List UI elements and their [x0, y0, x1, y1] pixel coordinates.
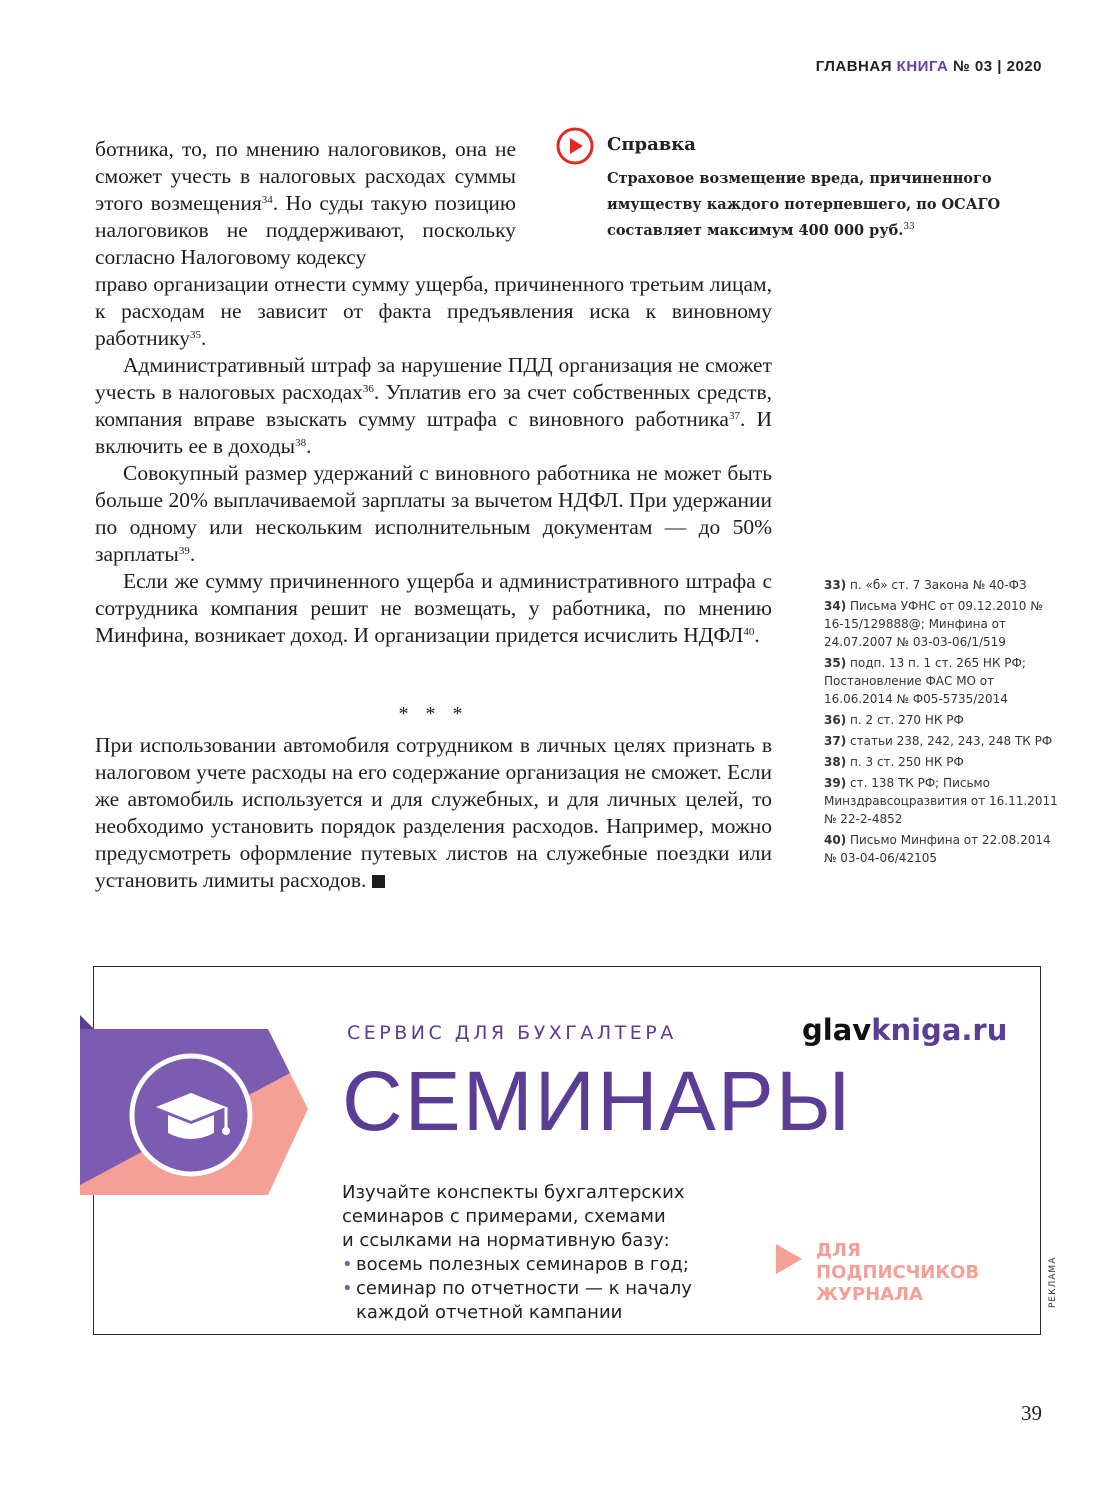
article-main-column: право организации отнести сумму ущерба, причиненного третьим лицам, к расходам не зависит от факта предъявления иска к виновному работнику$^{35}$. Административный штраф за нарушение ПДД организация не сможет учесть в налоговых расходах$^{36}$. Уплатив его за счет собственных средств, компания вправе взыскать сумму штрафа с виновного работника$^{37}$. И включить ее в доходы$^{38}$. Совокупный размер удержаний с виновного работника не может быть больше 20% выплачиваемой зарплаты за вычетом НДФЛ. При удержании по одному или нескольким исполнительным документам — до 50% зарплаты$^{39}$. Если же сумму причиненного ущерба и административного штрафа с сотрудника компания решит не возмещать, у работника, по мнению Минфина, возникает доход. И организации придется исчислить НДФЛ$^{40}$. — [95, 272, 773, 647]
section-separator: * * * — [398, 703, 469, 725]
ad-desc-line: Изучайте конспекты бухгалтерских — [342, 1182, 685, 1203]
article-final-paragraph — [95, 732, 772, 894]
graduation-cap-logo-icon — [80, 1015, 322, 1209]
note-text — [607, 166, 1027, 244]
ad-site-link[interactable] — [802, 1013, 1007, 1047]
article-text: право организации отнести сумму ущерба, причиненного третьим лицам, к расходам не зависит от факта предъявления иска к виновному работнику — [95, 272, 772, 350]
footnote-text: Письмо Минфина от 22.08.2014 № 03-04-06/42105 — [824, 833, 1051, 865]
article-text: ботника, то, по мнению налоговиков, она не сможет учесть в налоговых расходах суммы этого возмещения — [95, 137, 516, 215]
footnote-item — [824, 732, 1064, 750]
footnote-number: 36) — [824, 713, 847, 727]
article-text: Если же сумму причиненного ущерба и административного штрафа с сотрудника компания решит не возмещать, у работника, по мнению Минфина, возникает доход. И организации придется исчислить НДФЛ — [95, 569, 772, 647]
footnote-text: подп. 13 п. 1 ст. 265 НК РФ; Постановление ФАС МО от 16.06.2014 № Ф05-5735/2014 — [824, 656, 1026, 706]
play-circle-icon — [555, 126, 595, 166]
ad-title: СЕМИНАРЫ — [342, 1054, 853, 1148]
footnote-number: 39) — [824, 776, 847, 790]
note-title: Справка — [607, 134, 696, 155]
footnote-ref: 34 — [261, 194, 273, 206]
article-text: Совокупный размер удержаний с виновного работника не может быть больше 20% выплачиваемой зарплаты за вычетом НДФЛ. При удержании по одному или нескольким исполнительным документам — до 50% зарплаты — [95, 461, 772, 566]
footnote-ref: 36 — [362, 383, 374, 395]
ad-bullet-text: восемь полезных семинаров в год; — [356, 1254, 689, 1275]
site-part: glav — [802, 1013, 872, 1047]
footnote-number: 35) — [824, 656, 847, 670]
bullet-dot-icon: • — [342, 1254, 353, 1275]
article-text: При использовании автомобиля сотрудником в личных целях признать в налоговом учете расходы на его содержание организация не сможет. Если же автомобиль используется и для служебных, и для личных целей, то необходимо установить порядок разделения расходов. Например, можно предусмотреть оформление путевых листов на служебные поездки или установить лимиты расходов. — [95, 733, 772, 892]
footnote-text: п. 3 ст. 250 НК РФ — [850, 755, 964, 769]
header-title: ГЛАВНАЯ — [815, 58, 892, 75]
ad-subscribers-text — [816, 1240, 979, 1306]
footnote-text: п. 2 ст. 270 НК РФ — [850, 713, 964, 727]
footnote-item — [824, 654, 1064, 708]
footnote-ref: 37 — [728, 410, 740, 422]
footnote-number: 37) — [824, 734, 847, 748]
advertisement-box[interactable] — [93, 966, 1041, 1335]
arrow-right-icon — [776, 1244, 802, 1274]
note-body: Страховое возмещение вреда, причиненного имуществу каждого потерпевшего, по ОСАГО составляет максимум 400 000 руб. — [607, 170, 1001, 239]
ad-desc-line: и ссылками на нормативную базу: — [342, 1230, 670, 1251]
ad-service-label: СЕРВИС ДЛЯ БУХГАЛТЕРА — [347, 1022, 677, 1044]
ad-label: РЕКЛАМА — [1048, 1256, 1058, 1308]
bullet-dot-icon: • — [342, 1278, 353, 1299]
header-issue: № 03 | 2020 — [953, 58, 1042, 75]
footnote-number: 33) — [824, 578, 847, 592]
ad-bullet-text: семинар по отчетности — к началу — [356, 1278, 692, 1299]
ad-description — [342, 1181, 752, 1325]
footnote-number: 40) — [824, 833, 847, 847]
footnote-ref: 35 — [190, 329, 201, 341]
article-top-column — [95, 136, 516, 271]
article-text: . Но суды такую позицию налоговиков не поддерживают, поскольку согласно Налоговому кодексу — [95, 191, 516, 269]
footnote-number: 34) — [824, 599, 847, 613]
site-part-accent: kniga.ru — [871, 1013, 1008, 1047]
end-of-article-mark — [372, 875, 385, 888]
subscribers-line: ПОДПИСЧИКОВ — [816, 1262, 980, 1283]
footnotes-list — [824, 576, 1064, 870]
footnote-text: ст. 138 ТК РФ; Письмо Минздравсоцразвития от 16.11.2011 № 22-2-4852 — [824, 776, 1058, 826]
footnote-ref: 40 — [743, 626, 755, 638]
footnote-ref: 38 — [295, 437, 307, 449]
footnote-item — [824, 576, 1064, 594]
subscribers-line: ЖУРНАЛА — [816, 1284, 923, 1305]
subscribers-line: ДЛЯ — [816, 1240, 861, 1261]
ad-bullet — [342, 1253, 752, 1277]
article-text: . Уплатив его за счет собственных средств, компания вправе взыскать сумму штрафа с виновного работника — [95, 380, 773, 431]
page-number: 39 — [1021, 1401, 1042, 1425]
footnote-item — [824, 597, 1064, 651]
footnote-item — [824, 831, 1064, 867]
ad-desc-line: семинаров с примерами, схемами — [342, 1206, 666, 1227]
footnote-text: п. «б» ст. 7 Закона № 40-ФЗ — [850, 578, 1027, 592]
ad-bullet — [342, 1277, 752, 1325]
header-accent: КНИГА — [896, 58, 949, 75]
footnote-number: 38) — [824, 755, 847, 769]
article-text: Административный штраф за нарушение ПДД организация не сможет учесть в налоговых расходах — [95, 353, 772, 404]
footnote-text: статьи 238, 242, 243, 248 ТК РФ — [850, 734, 1053, 748]
ad-bullet-text-cont: каждой отчетной кампании — [356, 1302, 623, 1323]
article-text: . И включить ее в доходы — [95, 407, 773, 458]
footnote-ref: 39 — [178, 545, 190, 557]
footnote-item — [824, 711, 1064, 729]
running-header — [816, 58, 1042, 75]
footnote-item — [824, 774, 1064, 828]
footnote-text: Письма УФНС от 09.12.2010 № 16-15/129888@; Минфина от 24.07.2007 № 03-03-06/1/519 — [824, 599, 1043, 649]
footnote-item — [824, 753, 1064, 771]
note-footnote-ref: 33 — [903, 222, 915, 232]
